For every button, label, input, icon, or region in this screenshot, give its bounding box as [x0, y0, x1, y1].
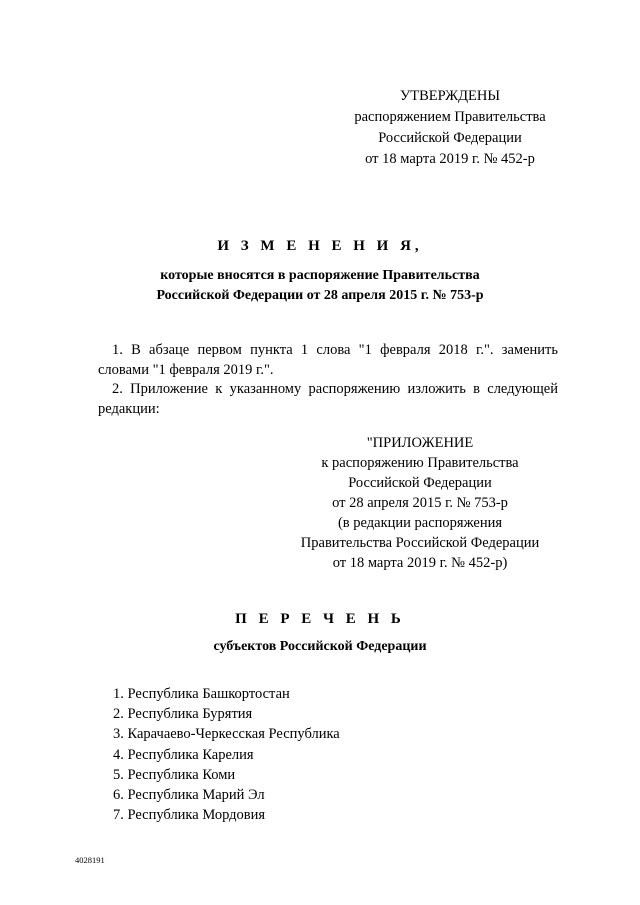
changes-subtitle: [0, 266, 640, 306]
approval-line: распоряжением Правительства: [354, 109, 546, 125]
list-item: 1. Республика Башкортостан: [113, 686, 290, 702]
approval-line: УТВЕРЖДЕНЫ: [399, 88, 501, 104]
list-item: 7. Республика Мордовия: [113, 807, 266, 824]
list-item: 4. Республика Карелия: [113, 746, 254, 763]
appendix-line: к распоряжению Правительства: [321, 455, 519, 471]
list-subtitle: субъектов Российской Федерации: [213, 639, 427, 654]
document-code: 4028191: [75, 855, 105, 865]
paragraph-line: 2. Приложение к указанному распоряжению изложить в следующей: [112, 381, 558, 397]
list-item: 2. Республика Бурятия: [113, 706, 253, 723]
list-item: 5. Республика Коми: [113, 766, 236, 783]
paragraph-1: [98, 340, 558, 380]
changes-subtitle-line: которые вносятся в распоряжение Правительства: [160, 268, 480, 283]
appendix-line: от 18 марта 2019 г. № 452-р): [332, 555, 508, 571]
approval-line: Российской Федерации: [378, 130, 522, 146]
approval-stamp: [345, 86, 555, 170]
list-title: П Е Р Е Ч Е Н Ь: [235, 611, 405, 627]
appendix-line: "ПРИЛОЖЕНИЕ: [366, 435, 474, 451]
paragraph-line: 1. В абзаце первом пункта 1 слова "1 февраля 2018 г.". заменить: [112, 342, 558, 358]
list-item: 3. Карачаево-Черкесская Республика: [113, 726, 340, 743]
changes-subtitle-line: Российской Федерации от 28 апреля 2015 г. № 753-р: [156, 288, 484, 303]
paragraph-2: [98, 379, 558, 419]
approval-line: от 18 марта 2019 г. № 452-р: [365, 151, 535, 167]
subjects-list: [113, 684, 340, 825]
appendix-line: Правительства Российской Федерации: [300, 535, 540, 551]
list-item: 6. Республика Марий Эл: [113, 787, 265, 804]
appendix-line: от 28 апреля 2015 г. № 753-р: [332, 495, 508, 511]
paragraph-line: словами "1 февраля 2019 г.".: [98, 362, 274, 378]
changes-title: И З М Е Н Е Н И Я,: [217, 238, 423, 254]
appendix-line: (в редакции распоряжения: [337, 515, 503, 531]
paragraph-line: редакции:: [98, 401, 160, 417]
appendix-header: [270, 433, 570, 573]
appendix-line: Российской Федерации: [348, 475, 492, 491]
